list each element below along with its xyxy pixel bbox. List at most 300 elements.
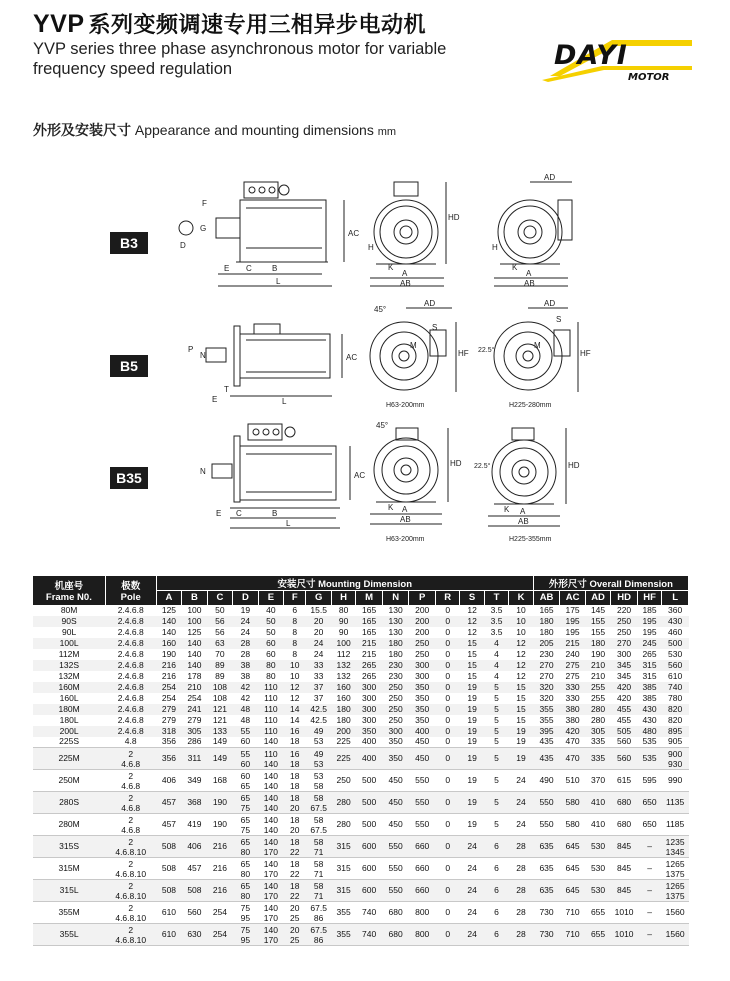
cell-g: 37 xyxy=(313,692,324,703)
table-row xyxy=(33,605,689,616)
cell-hd: 680 xyxy=(611,814,638,836)
cell-b: 100 xyxy=(187,604,202,615)
cell-p: 200 xyxy=(415,626,430,637)
cell-g xyxy=(306,858,331,880)
cell-h: 315 xyxy=(331,836,355,858)
cell-h: 180 xyxy=(331,704,355,715)
cell-m: 600 xyxy=(356,880,383,902)
cell-h: 280 xyxy=(331,792,355,814)
b35-side-view xyxy=(190,420,365,530)
b3-label-ac: AC xyxy=(348,229,360,238)
cell-e: 110 xyxy=(264,714,278,725)
cell-t: 4 xyxy=(484,638,508,649)
section-title-en: Appearance and mounting dimensions xyxy=(134,122,374,138)
cell-e-line: 140 xyxy=(263,902,278,913)
cell-d-line: 80 xyxy=(240,890,251,901)
section-title xyxy=(33,120,396,140)
b35-rear-k: K xyxy=(504,505,510,514)
cell-ad: 180 xyxy=(585,638,610,649)
logo-sub: MOTOR xyxy=(628,72,670,83)
cell-pole-line: 4.6.8.10 xyxy=(115,890,147,901)
cell-frame: 90L xyxy=(62,626,77,637)
cell-l xyxy=(662,858,689,880)
cell-a: 318 xyxy=(156,726,181,737)
cell-g: 20 xyxy=(306,616,331,627)
b3-rear-ad: AD xyxy=(544,173,556,182)
cell-f: 8 xyxy=(284,638,306,649)
cell-a: 190 xyxy=(161,648,177,659)
cell-d: 28 xyxy=(233,638,258,649)
cell-d: 19 xyxy=(240,604,251,615)
cell-hd: 560 xyxy=(611,748,638,770)
col-header-p: P xyxy=(409,591,436,605)
col-header-t: T xyxy=(484,591,508,605)
cell-f: 10 xyxy=(284,660,306,671)
b35-label-n: N xyxy=(200,467,206,476)
cell-n: 550 xyxy=(382,858,409,880)
cell-b: 100 xyxy=(182,616,207,627)
col-pole-cn: 极数 xyxy=(121,580,141,592)
cell-s: 19 xyxy=(460,726,484,737)
cell-f-line: 25 xyxy=(290,912,300,923)
cell-d xyxy=(233,902,258,924)
cell-m: 400 xyxy=(356,748,383,770)
cell-e-line: 140 xyxy=(263,770,278,781)
cell-hf: – xyxy=(637,924,661,946)
cell-hd: 680 xyxy=(611,792,638,814)
cell-pole-line: 4.6.8 xyxy=(121,758,141,769)
cell-hd: 270 xyxy=(611,638,638,649)
cell-b: 419 xyxy=(182,814,207,836)
cell-frame: 355M xyxy=(33,902,105,924)
b5-caption-left: H63-200mm xyxy=(386,402,425,409)
cell-n: 350 xyxy=(382,737,409,748)
col-pole-en: Pole xyxy=(120,591,141,603)
b35-label-e: E xyxy=(216,509,222,518)
cell-pole-line: 4.6.8.10 xyxy=(115,912,147,923)
cell-g xyxy=(306,836,331,858)
col-header-r: R xyxy=(435,591,459,605)
cell-s: 15 xyxy=(460,660,484,671)
table-row xyxy=(33,660,689,671)
cell-frame: 112M xyxy=(58,648,80,659)
mount-tag-b3: B3 xyxy=(110,232,148,254)
cell-n: 250 xyxy=(388,714,403,725)
cell-a: 254 xyxy=(156,682,181,693)
cell-m: 500 xyxy=(356,770,383,792)
cell-a: 457 xyxy=(156,792,181,814)
cell-g: 37 xyxy=(306,682,331,693)
cell-n: 680 xyxy=(382,902,409,924)
cell-a: 140 xyxy=(156,616,181,627)
cell-t: 6 xyxy=(484,858,508,880)
cell-e xyxy=(258,924,283,946)
cell-f-line: 18 xyxy=(290,814,300,825)
cell-f xyxy=(284,814,306,836)
dimension-drawings xyxy=(0,150,730,570)
cell-m: 265 xyxy=(356,660,383,671)
cell-hf: 430 xyxy=(642,714,657,725)
cell-r: 0 xyxy=(435,748,459,770)
cell-s: 19 xyxy=(460,748,484,770)
cell-f xyxy=(284,836,306,858)
cell-ab: 395 xyxy=(533,726,560,737)
cell-p: 550 xyxy=(409,770,436,792)
cell-d xyxy=(233,880,258,902)
cell-m: 215 xyxy=(356,638,383,649)
cell-k: 10 xyxy=(516,626,526,637)
cell-f-line: 25 xyxy=(290,934,300,945)
cell-n: 130 xyxy=(388,604,403,615)
cell-l: 500 xyxy=(662,638,689,649)
b3-label-b: B xyxy=(272,264,278,273)
cell-hd: 560 xyxy=(611,737,638,748)
cell-ad: 145 xyxy=(590,604,606,615)
cell-g: 20 xyxy=(313,626,324,637)
cell-n: 450 xyxy=(382,770,409,792)
cell-frame: 180L xyxy=(59,714,79,725)
cell-k: 19 xyxy=(509,748,534,770)
cell-b: 508 xyxy=(182,880,207,902)
cell-d-line: 65 xyxy=(240,780,251,791)
cell-e-line: 170 xyxy=(263,934,278,945)
cell-g xyxy=(306,748,331,770)
cell-l: 780 xyxy=(668,692,683,703)
b35-front-angle: 45° xyxy=(376,421,389,430)
cell-k: 10 xyxy=(516,604,526,615)
b5-label-l: L xyxy=(282,397,287,406)
mount-tag-b35: B35 xyxy=(110,467,148,489)
cell-pole xyxy=(105,792,156,814)
b5-front-hf: HF xyxy=(458,349,469,358)
cell-r: 0 xyxy=(435,770,459,792)
cell-m: 165 xyxy=(362,604,377,615)
cell-ac: 195 xyxy=(565,626,580,637)
cell-d-line: 60 xyxy=(240,758,251,769)
cell-h: 280 xyxy=(331,814,355,836)
cell-t: 6 xyxy=(484,924,508,946)
dimension-table xyxy=(33,576,689,946)
cell-f: 14 xyxy=(284,704,306,715)
col-header-e: E xyxy=(258,591,283,605)
b35-rear-ab: AB xyxy=(518,517,529,526)
cell-m: 165 xyxy=(356,616,383,627)
b35-front-ab: AB xyxy=(400,515,411,524)
cell-e: 40 xyxy=(266,604,276,615)
cell-pole-line: 4.6.8.10 xyxy=(115,934,147,945)
cell-p: 450 xyxy=(409,737,436,748)
cell-ad: 410 xyxy=(585,814,610,836)
cell-k: 19 xyxy=(509,737,534,748)
b3-label-d: D xyxy=(180,241,186,250)
cell-c: 190 xyxy=(207,814,232,836)
cell-pole: 2.4.6.8 xyxy=(105,682,156,693)
b5-front-ad: AD xyxy=(424,299,436,308)
cell-l-line: 1345 xyxy=(665,846,685,857)
cell-d-line: 95 xyxy=(240,912,251,923)
cell-h: 160 xyxy=(336,692,351,703)
cell-d-line: 65 xyxy=(240,792,251,803)
cell-g xyxy=(306,880,331,902)
cell-l-line: 1265 xyxy=(665,880,685,891)
cell-p: 350 xyxy=(415,714,430,725)
cell-m: 600 xyxy=(356,836,383,858)
cell-s: 12 xyxy=(467,604,477,615)
cell-ab: 165 xyxy=(539,604,554,615)
b3-front-a: A xyxy=(402,269,408,278)
cell-t: 5 xyxy=(484,770,508,792)
cell-frame: 280S xyxy=(33,792,105,814)
logo-text: DAYI xyxy=(554,40,628,71)
table-row xyxy=(33,627,689,638)
col-frame-header xyxy=(33,576,105,605)
cell-ad: 255 xyxy=(590,692,606,703)
cell-d: 55 xyxy=(233,726,258,737)
cell-ab: 435 xyxy=(533,748,560,770)
cell-h: 250 xyxy=(331,770,355,792)
cell-pole xyxy=(105,902,156,924)
title-en-line2: frequency speed regulation xyxy=(33,60,233,78)
cell-k: 24 xyxy=(509,792,534,814)
cell-ab: 270 xyxy=(539,670,554,681)
cell-frame: 90S xyxy=(33,616,105,627)
b35-label-c: C xyxy=(236,509,242,518)
cell-pole: 4.8 xyxy=(105,737,156,748)
cell-ad: 255 xyxy=(585,682,610,693)
cell-h: 160 xyxy=(331,682,355,693)
cell-k: 15 xyxy=(516,714,526,725)
cell-a: 508 xyxy=(156,880,181,902)
cell-d: 60 xyxy=(233,737,258,748)
cell-t: 5 xyxy=(484,814,508,836)
cell-c: 216 xyxy=(207,880,232,902)
cell-a: 216 xyxy=(156,660,181,671)
cell-l-line: 930 xyxy=(668,758,683,769)
cell-b: 311 xyxy=(182,748,207,770)
cell-ad: 530 xyxy=(585,858,610,880)
b5-label-p: P xyxy=(188,345,194,354)
cell-ad: 155 xyxy=(585,616,610,627)
cell-s: 12 xyxy=(460,616,484,627)
cell-ad: 335 xyxy=(585,737,610,748)
b5-rear-ad: AD xyxy=(544,299,556,308)
cell-r: 0 xyxy=(445,714,451,725)
cell-d xyxy=(233,858,258,880)
cell-l: 740 xyxy=(662,682,689,693)
table-row xyxy=(33,649,689,660)
cell-k: 28 xyxy=(509,902,534,924)
cell-n: 450 xyxy=(382,792,409,814)
cell-ab: 635 xyxy=(533,858,560,880)
cell-s: 19 xyxy=(460,737,484,748)
cell-hd: 845 xyxy=(611,836,638,858)
cell-k: 15 xyxy=(509,682,534,693)
cell-ab: 205 xyxy=(533,638,560,649)
cell-s: 19 xyxy=(460,682,484,693)
cell-f-line: 18 xyxy=(290,858,300,869)
b5-side-view xyxy=(182,320,357,405)
cell-e xyxy=(258,748,283,770)
cell-l-line: 1375 xyxy=(665,890,685,901)
cell-pole-line: 4.6.8.10 xyxy=(115,846,147,857)
cell-f-line: 22 xyxy=(290,868,300,879)
cell-t: 4 xyxy=(484,660,508,671)
cell-p: 250 xyxy=(409,638,436,649)
cell-c: 216 xyxy=(207,858,232,880)
b3-label-l: L xyxy=(276,277,281,286)
cell-hd: 845 xyxy=(611,880,638,902)
cell-g: 33 xyxy=(313,670,324,681)
cell-f-line: 18 xyxy=(290,880,300,891)
cell-a: 216 xyxy=(161,670,177,681)
cell-hd: 250 xyxy=(616,626,632,637)
cell-t: 6 xyxy=(484,902,508,924)
section-title-cn: 外形及安装尺寸 xyxy=(33,122,131,138)
cell-t: 5 xyxy=(494,714,499,725)
b5-rear-hf: HF xyxy=(580,349,591,358)
col-header-f: F xyxy=(284,591,306,605)
cell-h: 132 xyxy=(331,660,355,671)
cell-frame: 225S xyxy=(33,737,105,748)
cell-p: 550 xyxy=(409,814,436,836)
cell-ab: 635 xyxy=(533,836,560,858)
table-row xyxy=(33,616,689,627)
cell-ac: 215 xyxy=(560,638,585,649)
cell-ad: 530 xyxy=(585,880,610,902)
b35-rear-view xyxy=(474,426,584,530)
cell-ab: 230 xyxy=(539,648,554,659)
cell-r: 0 xyxy=(435,836,459,858)
col-frame-en: Frame N0. xyxy=(45,591,92,603)
cell-g-line: 58 xyxy=(313,858,324,869)
cell-frame: 80M xyxy=(60,604,78,615)
dimension-table-grid xyxy=(33,576,689,946)
cell-hf: – xyxy=(637,880,661,902)
cell-p: 350 xyxy=(415,692,430,703)
cell-c: 70 xyxy=(215,648,225,659)
cell-ab: 320 xyxy=(533,682,560,693)
table-row xyxy=(33,638,689,649)
cell-d: 48 xyxy=(240,714,251,725)
cell-pole-line: 2 xyxy=(128,858,134,869)
cell-s: 19 xyxy=(460,704,484,715)
cell-frame: 100L xyxy=(33,638,105,649)
col-header-g: G xyxy=(306,591,331,605)
cell-hd: 420 xyxy=(611,682,638,693)
cell-h: 315 xyxy=(331,858,355,880)
b35-rear-a: A xyxy=(520,507,526,516)
cell-frame: 160M xyxy=(33,682,105,693)
cell-ac: 195 xyxy=(560,616,585,627)
cell-g xyxy=(306,902,331,924)
cell-ad: 155 xyxy=(590,626,606,637)
cell-p: 300 xyxy=(409,660,436,671)
mount-group-header: 安装尺寸 Mounting Dimension xyxy=(156,576,533,591)
cell-m: 600 xyxy=(356,858,383,880)
table-row xyxy=(33,902,689,924)
b3-label-g: G xyxy=(200,224,207,233)
cell-hf: 385 xyxy=(642,692,657,703)
cell-k: 12 xyxy=(509,638,534,649)
cell-t: 3.5 xyxy=(490,626,503,637)
cell-r: 0 xyxy=(435,726,459,737)
cell-d-line: 95 xyxy=(240,934,251,945)
b35-rear-angle: 22.5° xyxy=(474,463,491,470)
cell-f-line: 20 xyxy=(290,824,300,835)
cell-b: 560 xyxy=(182,902,207,924)
b35-front-k: K xyxy=(388,503,394,512)
cell-frame: 315L xyxy=(33,880,105,902)
cell-d-line: 65 xyxy=(240,858,251,869)
cell-p: 200 xyxy=(409,616,436,627)
cell-r: 0 xyxy=(435,704,459,715)
cell-m: 740 xyxy=(356,902,383,924)
cell-ac: 275 xyxy=(560,660,585,671)
cell-hf: – xyxy=(637,858,661,880)
cell-p: 350 xyxy=(409,682,436,693)
cell-e: 110 xyxy=(258,704,283,715)
cell-ad: 190 xyxy=(590,648,606,659)
cell-g-line: 67.5 xyxy=(310,802,327,813)
cell-k: 24 xyxy=(509,814,534,836)
cell-e-line: 170 xyxy=(263,912,278,923)
cell-ab: 490 xyxy=(533,770,560,792)
col-header-s: S xyxy=(460,591,484,605)
table-row xyxy=(33,770,689,792)
table-row xyxy=(33,748,689,770)
cell-l: 360 xyxy=(668,604,683,615)
cell-a: 610 xyxy=(156,902,181,924)
b3-label-f: F xyxy=(202,199,207,208)
cell-a: 356 xyxy=(156,748,181,770)
title-cn-text: 系列变频调速专用三相异步电动机 xyxy=(88,12,427,37)
cell-k: 28 xyxy=(509,924,534,946)
cell-c: 63 xyxy=(207,638,232,649)
cell-r: 0 xyxy=(445,670,451,681)
cell-t: 3.5 xyxy=(490,604,503,615)
cell-h: 80 xyxy=(338,604,349,615)
cell-ac: 470 xyxy=(560,748,585,770)
cell-e-line: 170 xyxy=(263,890,278,901)
cell-ad: 655 xyxy=(585,924,610,946)
b35-front-a: A xyxy=(402,505,408,514)
table-row xyxy=(33,726,689,737)
cell-hd: 455 xyxy=(611,704,638,715)
cell-r: 0 xyxy=(445,626,451,637)
overall-group-header: 外形尺寸 Overall Dimension xyxy=(533,576,688,591)
cell-e-line: 140 xyxy=(263,814,278,825)
cell-d xyxy=(233,792,258,814)
cell-ac: 580 xyxy=(560,814,585,836)
cell-f: 12 xyxy=(290,692,300,703)
table-row xyxy=(33,693,689,704)
cell-m: 300 xyxy=(362,692,377,703)
cell-m: 400 xyxy=(356,737,383,748)
cell-k: 19 xyxy=(509,726,534,737)
cell-pole-line: 2 xyxy=(128,902,134,913)
cell-ab: 355 xyxy=(533,704,560,715)
section-unit: mm xyxy=(377,126,397,138)
table-row xyxy=(33,792,689,814)
cell-pole: 2.4.6.8 xyxy=(105,726,156,737)
cell-c: 149 xyxy=(207,748,232,770)
cell-s: 24 xyxy=(460,836,484,858)
cell-a: 279 xyxy=(161,714,177,725)
cell-p: 300 xyxy=(415,670,430,681)
cell-r: 0 xyxy=(435,924,459,946)
table-row xyxy=(33,858,689,880)
title-model: YVP xyxy=(33,10,85,38)
